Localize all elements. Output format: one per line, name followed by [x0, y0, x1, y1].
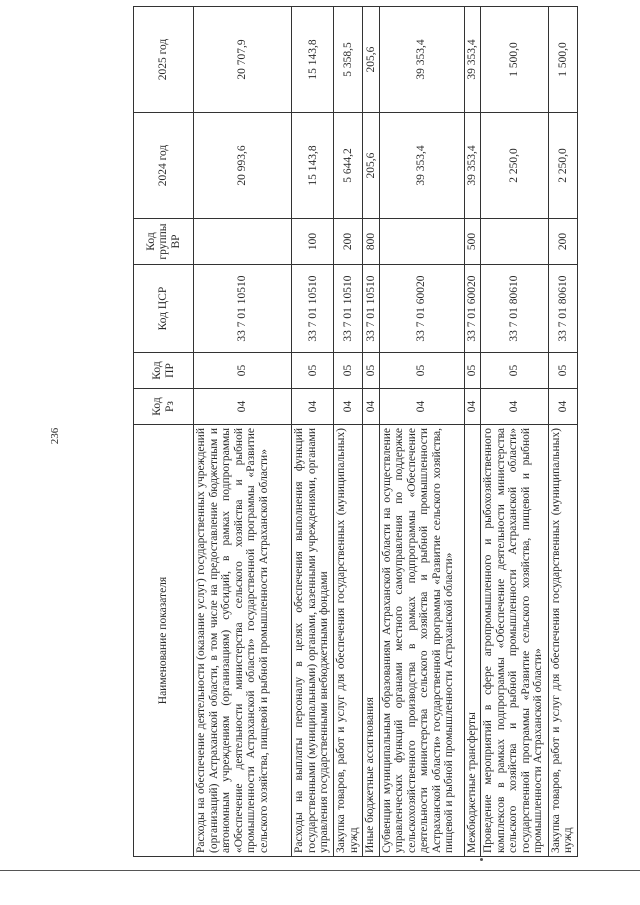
- cell-2024: 2 250,0: [548, 113, 577, 219]
- cell-rz: 04: [363, 389, 380, 425]
- cell-2024: 39 353,4: [464, 113, 481, 219]
- cell-rz: 04: [292, 389, 334, 425]
- cell-pr: 05: [334, 353, 363, 389]
- cell-name: Субвенции муниципальным образованиям Астраханской области на осуществление управленческих функций органами местного самоуправления по поддержке сельскохозяйственного производства в рамках подпрограммы «Обеспечение деятельности министерства сельского хозяйства и рыбной промышленности Астраханской области» государственной программы «Развитие сельского хозяйства, пищевой и рыбной промышленности Астраханской области»: [379, 425, 464, 857]
- cell-name: Расходы на выплаты персоналу в целях обеспечения выполнения функций государственными (муниципальными) органами, казенными учреждениями, органами управления государственными внебюджетными фондами: [292, 425, 334, 857]
- rotated-table-wrapper: [133, 7, 578, 857]
- cell-pr: 05: [292, 353, 334, 389]
- cell-2025: 20 707,9: [194, 7, 292, 113]
- table-row: [334, 7, 363, 857]
- cell-vr: 200: [548, 219, 577, 265]
- cell-rz: 04: [464, 389, 481, 425]
- cell-2024: 39 353,4: [379, 113, 464, 219]
- table-row: [379, 7, 464, 857]
- cell-rz: 04: [548, 389, 577, 425]
- table-row: [292, 7, 334, 857]
- cell-vr: 200: [334, 219, 363, 265]
- cell-2024: 20 993,6: [194, 113, 292, 219]
- cell-csr: 33 7 01 60020: [464, 265, 481, 353]
- cell-csr: 33 7 01 10510: [194, 265, 292, 353]
- table-row: [194, 7, 292, 857]
- cell-2024: 15 143,8: [292, 113, 334, 219]
- table-row: [363, 7, 380, 857]
- cell-pr: 05: [548, 353, 577, 389]
- header-csr: Код ЦСР: [134, 265, 194, 353]
- cell-vr: 100: [292, 219, 334, 265]
- cell-csr: 33 7 01 10510: [363, 265, 380, 353]
- header-rz: Код Рз: [134, 389, 194, 425]
- cell-2025: 15 143,8: [292, 7, 334, 113]
- cell-2025: 205,6: [363, 7, 380, 113]
- table-row: [464, 7, 481, 857]
- cell-csr: 33 7 01 80610: [481, 265, 549, 353]
- cell-name: Закупка товаров, работ и услуг для обеспечения государственных (муниципальных) нужд: [548, 425, 577, 857]
- header-2025: 2025 год: [134, 7, 194, 113]
- cell-rz: 04: [481, 389, 549, 425]
- cell-name: Межбюджетные трансферты: [464, 425, 481, 857]
- cell-csr: 33 7 01 10510: [292, 265, 334, 353]
- cell-vr: 800: [363, 219, 380, 265]
- cell-vr: 500: [464, 219, 481, 265]
- header-pr: Код ПР: [134, 353, 194, 389]
- cell-csr: 33 7 01 10510: [334, 265, 363, 353]
- budget-table: [133, 6, 578, 857]
- cell-2025: 39 353,4: [464, 7, 481, 113]
- bottom-rule: [0, 870, 640, 871]
- cell-vr: [194, 219, 292, 265]
- cell-2024: 2 250,0: [481, 113, 549, 219]
- cell-2025: 39 353,4: [379, 7, 464, 113]
- table-row: [548, 7, 577, 857]
- cell-pr: 05: [481, 353, 549, 389]
- scan-dot: [480, 858, 483, 861]
- cell-csr: 33 7 01 80610: [548, 265, 577, 353]
- cell-vr: [379, 219, 464, 265]
- cell-vr: [481, 219, 549, 265]
- table-row: [481, 7, 549, 857]
- cell-2025: 5 358,5: [334, 7, 363, 113]
- cell-name: Расходы на обеспечение деятельности (оказание услуг) государственных учреждений (организаций) Астраханской области, в том числе на предоставление бюджетным и автономным учреждениям (организациям) субсидий, в рамках подпрограммы «Обеспечение деятельности министерства сельского хозяйства и рыбной промышленности Астраханской области» государственной программы «Развитие сельского хозяйства, пищевой и рыбной промышленности Астраханской области»: [194, 425, 292, 857]
- cell-pr: 05: [194, 353, 292, 389]
- cell-name: Иные бюджетные ассигнования: [363, 425, 380, 857]
- cell-pr: 05: [363, 353, 380, 389]
- cell-2024: 5 644,2: [334, 113, 363, 219]
- cell-name: Проведение мероприятий в сфере агропромышленного и рыбохозяйственного комплексов в рамках подпрограммы «Обеспечение деятельности министерства сельского хозяйства и рыбной промышленности Астраханской области» государственной программы «Развитие сельского хозяйства, пищевой и рыбной промышленности Астраханской области»: [481, 425, 549, 857]
- cell-rz: 04: [194, 389, 292, 425]
- cell-2024: 205,6: [363, 113, 380, 219]
- cell-pr: 05: [379, 353, 464, 389]
- header-row: [134, 7, 194, 857]
- cell-rz: 04: [379, 389, 464, 425]
- header-name: Наименование показателя: [134, 425, 194, 857]
- cell-pr: 05: [464, 353, 481, 389]
- cell-2025: 1 500,0: [481, 7, 549, 113]
- header-vr: Код группы ВР: [134, 219, 194, 265]
- cell-csr: 33 7 01 60020: [379, 265, 464, 353]
- cell-rz: 04: [334, 389, 363, 425]
- cell-2025: 1 500,0: [548, 7, 577, 113]
- cell-name: Закупка товаров, работ и услуг для обеспечения государственных (муниципальных) нужд: [334, 425, 363, 857]
- header-2024: 2024 год: [134, 113, 194, 219]
- page-number: 236: [49, 427, 61, 445]
